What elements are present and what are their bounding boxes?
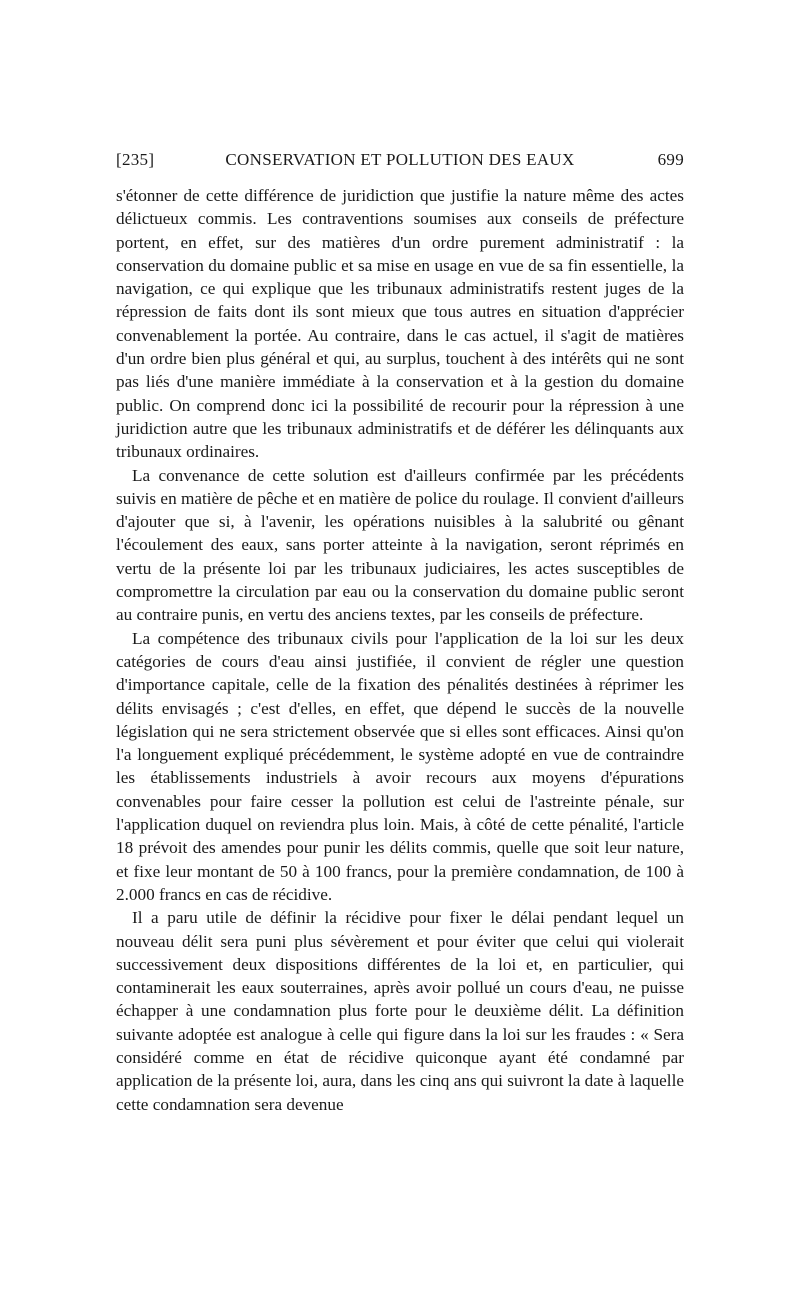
- section-number: [235]: [116, 150, 155, 169]
- paragraph-1: s'étonner de cette différence de juridiction que justifie la nature même des actes délictueux commis. Les contraventions soumises aux conseils de préfecture portent, en effet, sur des matières d'un ordre purement administratif : la conservation du domaine public et sa mise en usage en vue de sa fin essentielle, la navigation, ce qui explique que les tribunaux administratifs restent juges de la répression de faits dont ils sont mieux que tous autres en situation d'apprécier convenablement la portée. Au contraire, dans le cas actuel, il s'agit de matières d'un ordre bien plus général et qui, au surplus, touchent à des intérêts qui ne sont pas liés d'une manière immédiate à la conservation et à la gestion du domaine public. On comprend donc ici la possibilité de recourir pour la répression à une juridiction autre que les tribunaux administratifs et de déférer les délinquants aux tribunaux ordinaires.: [116, 186, 684, 462]
- running-header: [116, 150, 684, 176]
- paragraph-2: La convenance de cette solution est d'ailleurs confirmée par les précédents suivis en matière de pêche et en matière de police du roulage. Il convient d'ailleurs d'ajouter que si, à l'avenir, les opérations nuisibles à la salubrité ou gênant l'écoulement des eaux, sans porter atteinte à la navigation, seront réprimés en vertu de la présente loi par les tribunaux judiciaires, les actes susceptibles de compromettre la circulation par eau ou la conservation du domaine public seront au contraire punis, en vertu des anciens textes, par les conseils de préfecture.: [116, 465, 684, 625]
- body-text: [116, 184, 684, 1116]
- page-number: 699: [657, 150, 684, 169]
- running-title: CONSERVATION ET POLLUTION DES EAUX: [225, 150, 575, 169]
- paragraph-3: La compétence des tribunaux civils pour l'application de la loi sur les deux catégories de cours d'eau ainsi justifiée, il convient de régler une question d'importance capitale, celle de la fixation des pénalités destinées à réprimer les délits envisagés ; c'est d'elles, en effet, que dépend le succès de la nouvelle législation qui ne sera strictement observée que si elles sont efficaces. Ainsi qu'on l'a longuement expliqué précédemment, le système adopté en vue de contraindre les établissements industriels à avoir recours aux moyens d'épurations convenables pour faire cesser la pollution est celui de l'astreinte pénale, sur l'application duquel on reviendra plus loin. Mais, à côté de cette pénalité, l'article 18 prévoit des amendes pour punir les délits commis, quelle que soit leur nature, et fixe leur montant de 50 à 100 francs, pour la première condamnation, de 100 à 2.000 francs en cas de récidive.: [116, 628, 684, 904]
- paragraph-4: Il a paru utile de définir la récidive pour fixer le délai pendant lequel un nouveau délit sera puni plus sévèrement et pour éviter que celui qui violerait successivement deux dispositions différentes de la loi et, en particulier, qui contaminerait les eaux souterraines, après avoir pollué un cours d'eau, ne puisse échapper à une condamnation plus forte pour le deuxième délit. La définition suivante adoptée est analogue à celle qui figure dans la loi sur les fraudes : « Sera considéré comme en état de récidive quiconque ayant été condamné par application de la présente loi, aura, dans les cinq ans qui suivront la date à laquelle cette condamnation sera devenue: [116, 908, 684, 1114]
